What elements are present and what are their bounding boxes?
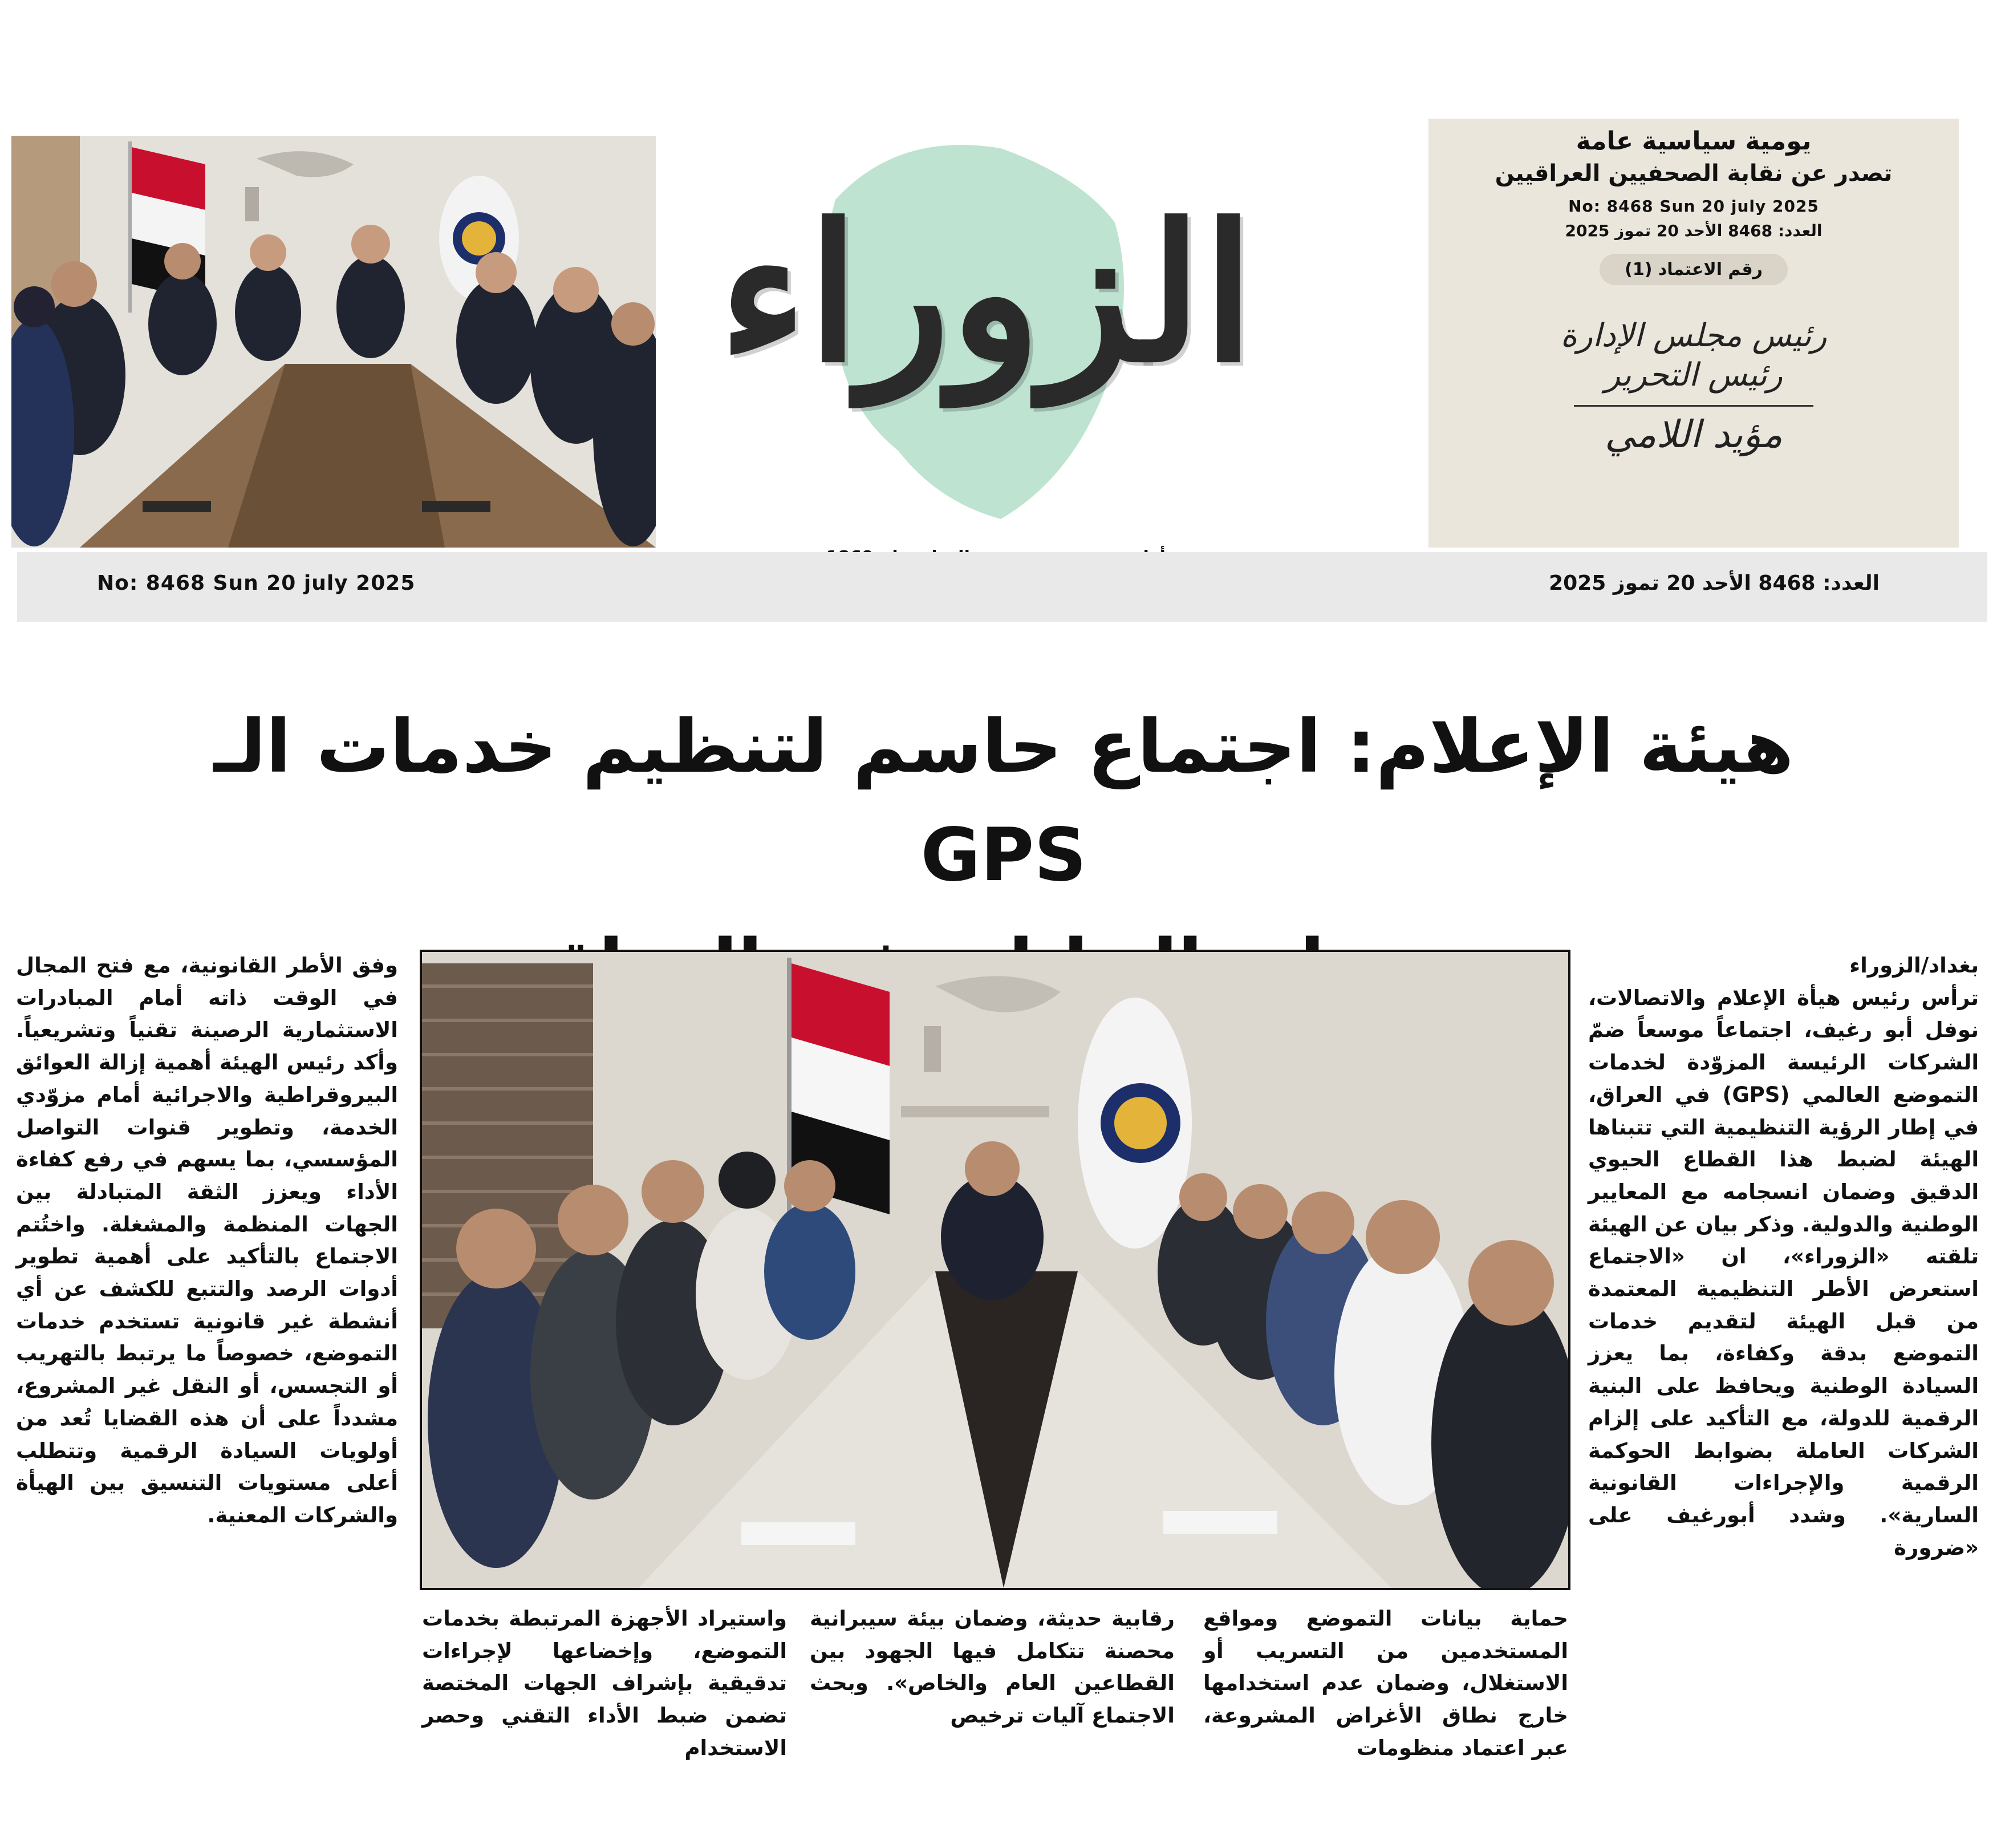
- board-chair-label: رئيس مجلس الإدارة: [1560, 317, 1827, 354]
- accreditation-badge: رقم الاعتماد (1): [1600, 254, 1788, 285]
- article-column-bottom-1: [1203, 1603, 1568, 1765]
- logo-wordmark: الزوراء: [719, 183, 1255, 404]
- editor-chief-label: رئيس التحرير: [1605, 356, 1783, 394]
- column-bottom-3-text: واستيراد الأجهزة المرتبطة بخدمات التموضع، وإخضاعها لإجراءات تدقيقية بإشراف الجهات المختصة تضمن ضبط الأداء التقني وحصر الاستخدام: [422, 1606, 787, 1760]
- editorial-signature: [1428, 317, 1959, 456]
- editor-name: مؤيد اللامي: [1605, 412, 1783, 456]
- article-column-bottom-3: [422, 1603, 787, 1765]
- article-column-left: [16, 950, 398, 1532]
- byline: بغداد/الزوراء: [1849, 953, 1979, 978]
- issue-number-en: No: 8468 Sun 20 july 2025: [1568, 197, 1819, 216]
- headline-line-1: هيئة الإعلام: اجتماع حاسم لتنظيم خدمات الـ GPS: [213, 704, 1794, 898]
- column-right-text: ترأس رئيس هيأة الإعلام والاتصالات، نوفل أبو رغيف، اجتماعاً موسعاً ضمّ الشركات الرئيسة المزوّدة لخدمات التموضع العالمي (GPS) في العراق، في إطار الرؤية التنظيمية التي تتبناها الهيئة لضبط هذا القطاع الحيوي الدقيق وضمان انسجامه مع المعايير الوطنية والدولية. وذكر بيان عن الهيئة تلقته «الزوراء»، ان «الاجتماع استعرض الأطر التنظيمية المعتمدة من قبل الهيئة لتقديم خدمات التموضع بدقة وكفاءة، بما يعزز السيادة الوطنية ويحافظ على البنية الرقمية للدولة، مع التأكيد على إلزام الشركات العاملة بضوابط الحوكمة الرقمية والإجراءات القانونية السارية». وشدد أبورغيف على «ضرورة: [1588, 985, 1979, 1560]
- date-bar-ar: العدد: 8468 الأحد 20 تموز 2025: [1549, 572, 1880, 595]
- publisher-label: تصدر عن نقابة الصحفيين العراقيين: [1495, 160, 1893, 187]
- article-column-right: [1588, 950, 1979, 1564]
- column-bottom-1-text: حماية بيانات التموضع ومواقع المستخدمين من التسريب أو الاستغلال، وضمان عدم استخدامها خارج نطاق الأغراض المشروعة، عبر اعتماد منظومات: [1203, 1606, 1568, 1760]
- article-column-bottom-2: [810, 1603, 1175, 1732]
- issue-number-ar: العدد: 8468 الأحد 20 تموز 2025: [1565, 221, 1823, 240]
- date-bar-en: No: 8468 Sun 20 july 2025: [97, 572, 416, 595]
- column-bottom-2-text: رقابية حديثة، وضمان بيئة سيبرانية محصنة تتكامل فيها الجهود بين القطاعين العام والخاص». وبحث الاجتماع آليات ترخيص: [810, 1606, 1175, 1728]
- article-photo: [420, 950, 1570, 1590]
- daily-label: يومية سياسية عامة: [1576, 127, 1812, 156]
- info-box: [1428, 119, 1959, 548]
- column-left-text: وفق الأطر القانونية، مع فتح المجال في الوقت ذاته أمام المبادرات الاستثمارية الرصينة تقنياً وتشريعياً. وأكد رئيس الهيئة أهمية إزالة العوائق البيروقراطية والاجرائية أمام مزوّدي الخدمة، وتطوير قنوات التواصل المؤسسي، بما يسهم في رفع كفاءة الأداء ويعزز الثقة المتبادلة بين الجهات المنظمة والمشغلة. واختُتم الاجتماع بالتأكيد على أهمية تطوير أدوات الرصد والتتبع للكشف عن أي أنشطة غير قانونية تستخدم خدمات التموضع، خصوصاً ما يرتبط بالتهريب أو التجسس، أو النقل غير المشروع، مشدداً على أن هذه القضايا تُعد من أولويات السيادة الرقمية وتتطلب أعلى مستويات التنسيق بين الهيأة والشركات المعنية.: [16, 953, 398, 1527]
- masthead-photo: [11, 136, 656, 548]
- newspaper-logo: [704, 86, 1269, 565]
- signature-divider: [1574, 405, 1813, 407]
